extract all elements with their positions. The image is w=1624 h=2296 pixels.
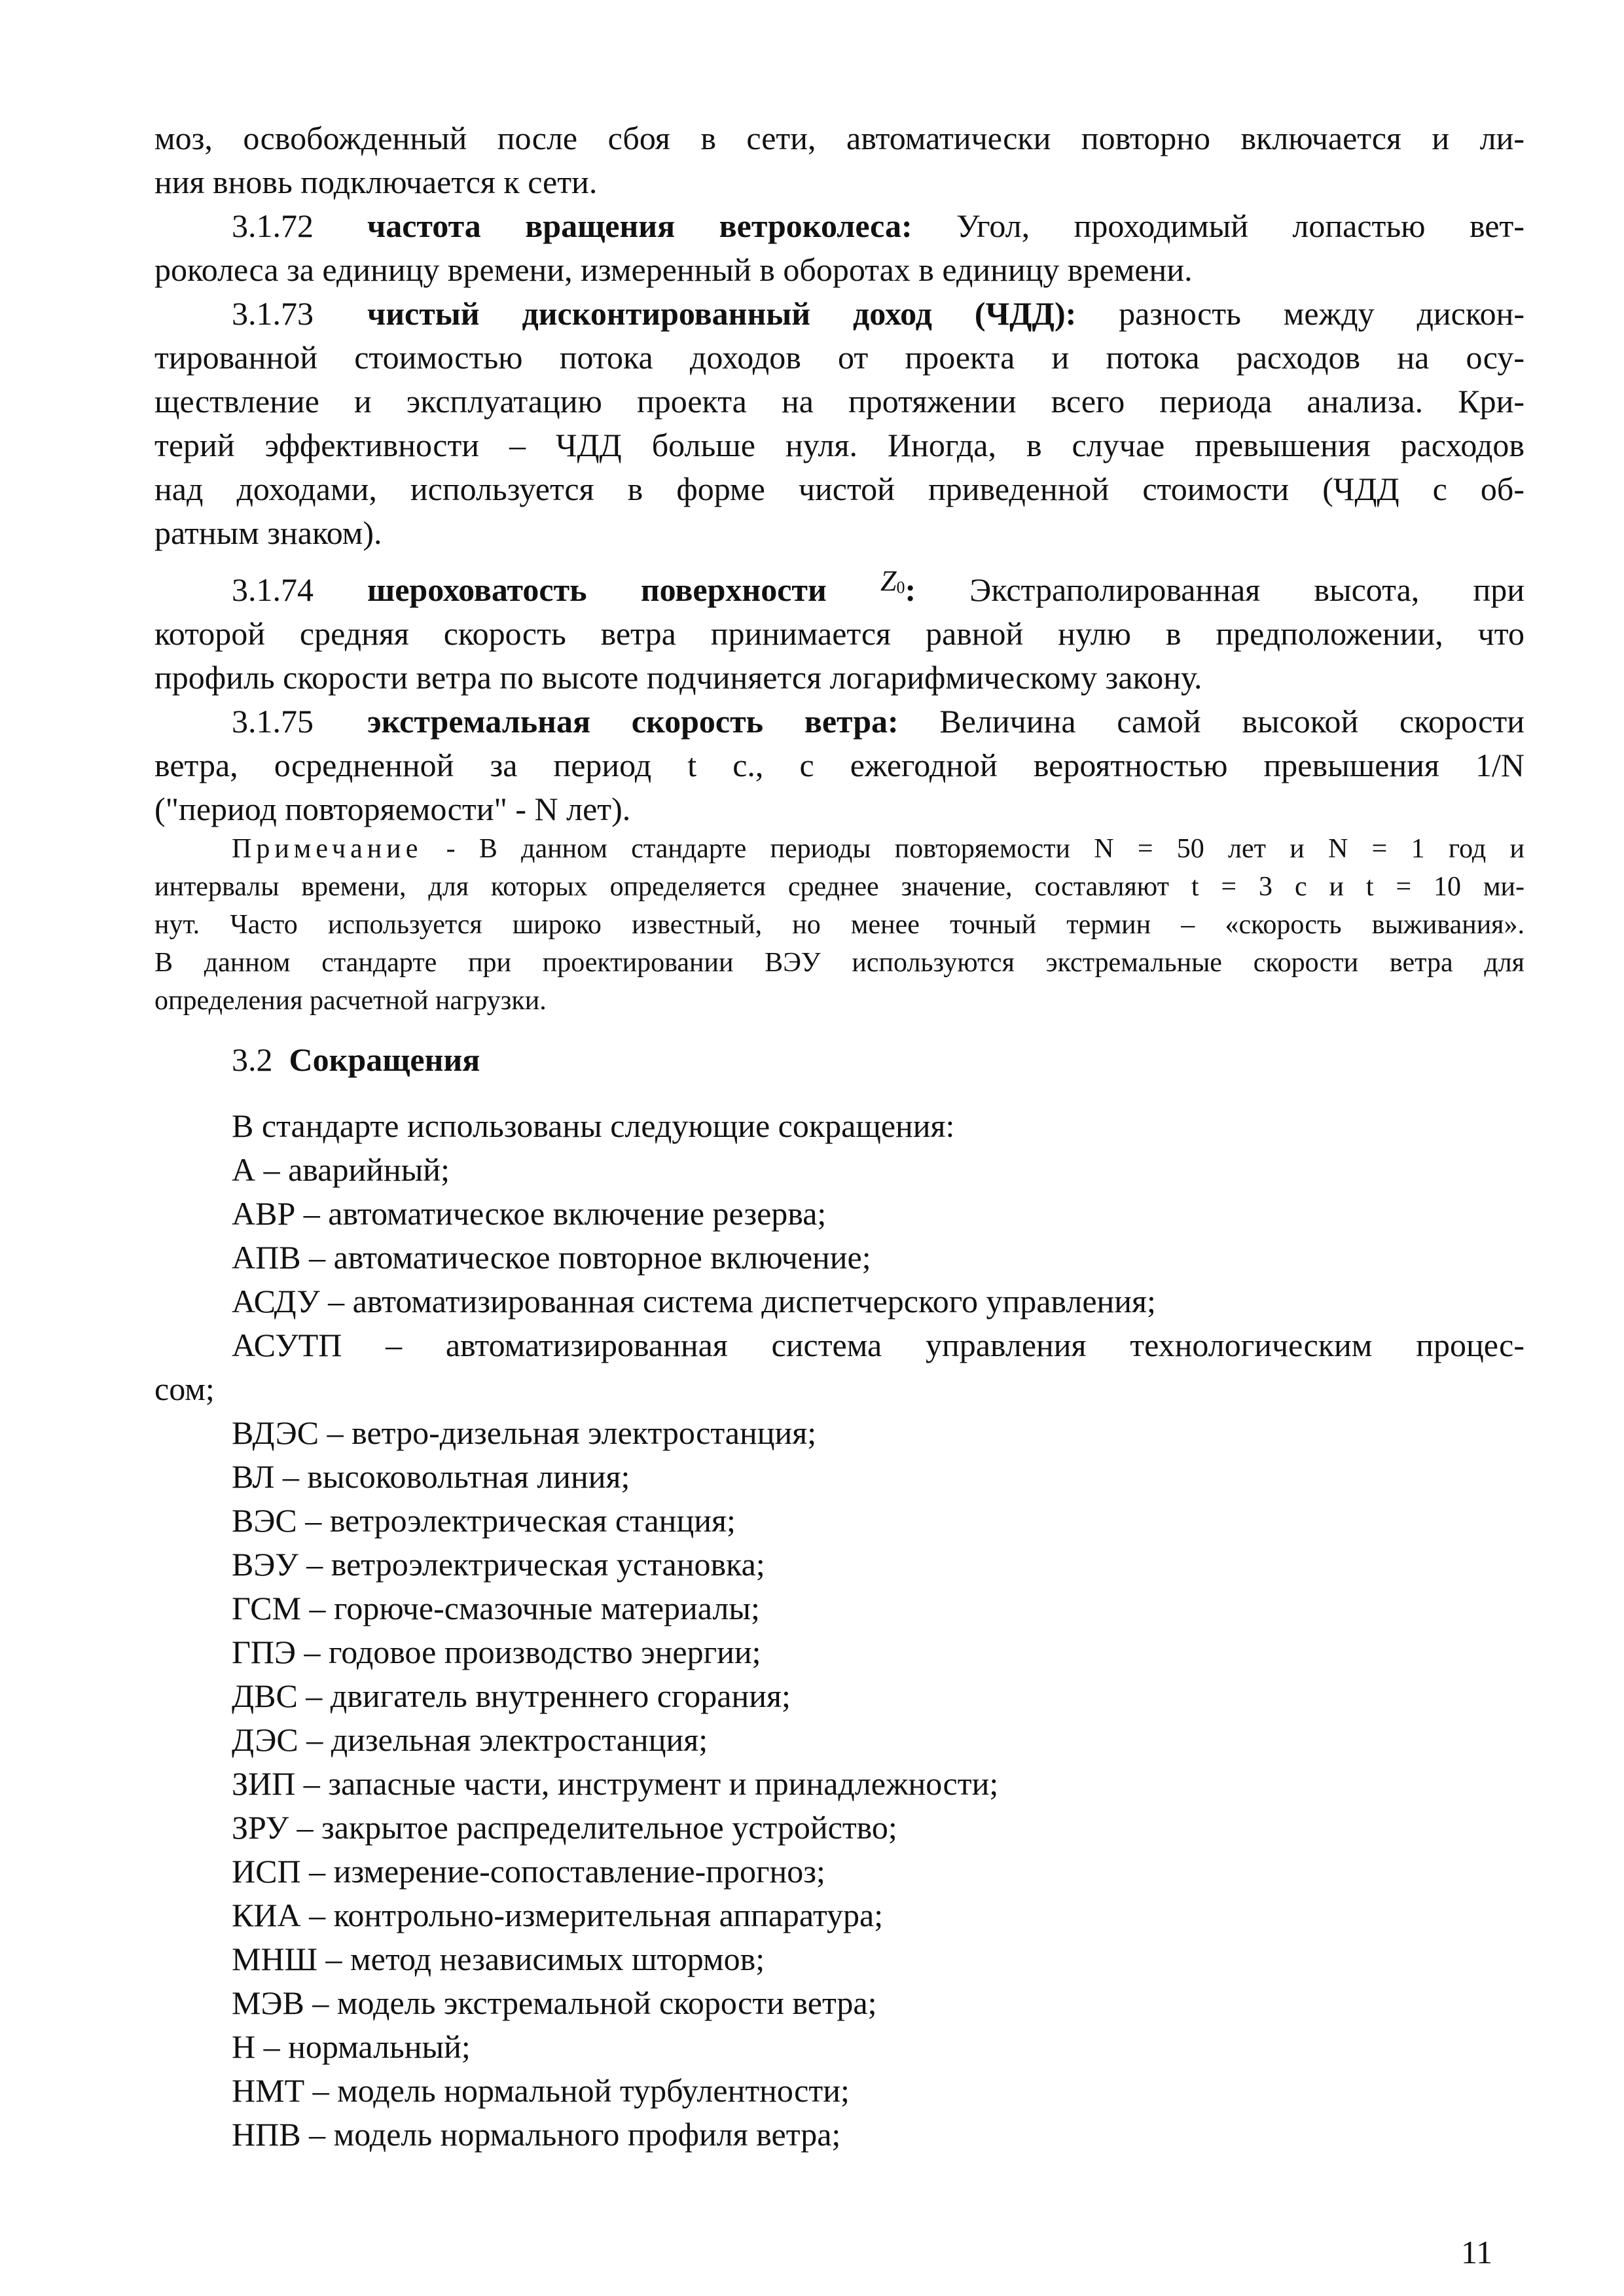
- abbreviation-item: ДВС – двигатель внутреннего сгорания;: [232, 1677, 791, 1714]
- abbreviation-item: АСУТП – автоматизированная система управления технологическим процес-: [232, 1327, 1525, 1363]
- abbreviation-item: Н – нормальный;: [232, 2028, 471, 2065]
- note-label: Примечание: [232, 834, 423, 864]
- abbreviation-item: НМТ – модель нормальной турбулентности;: [232, 2072, 850, 2109]
- abbreviation-item: ЗИП – запасные части, инструмент и принадлежности;: [232, 1765, 999, 1802]
- abbreviation-item: АВР – автоматическое включение резерва;: [232, 1195, 827, 1232]
- abbreviation-item: ЗРУ – закрытое распределительное устройство;: [232, 1809, 897, 1846]
- term-3-1-73-line: ществление и эксплуатацию проекта на протяжении всего периода анализа. Кри-: [154, 383, 1525, 420]
- abbreviation-item: АПВ – автоматическое повторное включение;: [232, 1239, 871, 1276]
- note-first-line: [154, 830, 1525, 868]
- section-heading: [232, 1038, 480, 1082]
- section-number: 3.2: [232, 1041, 273, 1078]
- term-3-1-73-first-line: [154, 292, 1525, 336]
- term-3-1-72-first-line: [154, 204, 1525, 248]
- abbreviation-item: А – аварийный;: [232, 1151, 450, 1188]
- term-number: 3.1.73: [232, 295, 314, 332]
- abbreviation-item: ГПЭ – годовое производство энергии;: [232, 1634, 761, 1670]
- term-3-1-73-line: тированной стоимостью потока доходов от проекта и потока расходов на осу-: [154, 339, 1525, 376]
- abbreviation-item: ИСП – измерение-сопоставление-прогноз;: [232, 1853, 825, 1890]
- roughness-symbol: [880, 565, 905, 597]
- term-3-1-73-line: терий эффективности – ЧДД больше нуля. Иногда, в случае превышения расходов: [154, 427, 1525, 463]
- term-3-1-75-first-line: [154, 700, 1525, 744]
- symbol-subscript: 0: [896, 578, 905, 597]
- abbreviation-item: МЭВ – модель экстремальной скорости ветра;: [232, 1984, 877, 2021]
- intro-line-1: моз, освобожденный после сбоя в сети, автоматически повторно включается и ли-: [154, 120, 1525, 156]
- term-3-1-75-line: ветра, осредненной за период t с., с ежегодной вероятностью превышения 1/N: [154, 747, 1525, 783]
- abbreviations-intro: В стандарте использованы следующие сокращения:: [232, 1107, 955, 1144]
- abbreviation-item: ГСМ – горюче-смазочные материалы;: [232, 1590, 760, 1626]
- term-definition-start: Угол, проходимый лопастью вет-: [912, 207, 1525, 244]
- abbreviation-item: ДЭС – дизельная электростанция;: [232, 1721, 708, 1758]
- abbreviation-item: ВДЭС – ветро-дизельная электростанция;: [232, 1414, 817, 1451]
- term-definition-start: разность между дискон-: [1076, 295, 1525, 332]
- term-definition-start: Величина самой высокой скорости: [898, 703, 1525, 740]
- abbreviation-item: ВЭУ – ветроэлектрическая установка;: [232, 1546, 765, 1583]
- note-text-start: - В данном стандарте периоды повторяемости N = 50 лет и N = 1 год и: [422, 834, 1525, 864]
- term-3-1-74-line: которой средняя скорость ветра принимается равной нулю в предположении, что: [154, 615, 1525, 652]
- section-title: Сокращения: [289, 1041, 480, 1078]
- term-number: 3.1.74: [232, 571, 314, 608]
- abbreviation-item-continued: сом;: [154, 1371, 215, 1407]
- note-line: определения расчетной нагрузки.: [154, 986, 547, 1016]
- note-line: интервалы времени, для которых определяется среднее значение, составляют t = 3 с и t = 10 ми-: [154, 872, 1525, 902]
- intro-line-2: ния вновь подключается к сети.: [154, 164, 598, 200]
- note-line: нут. Часто используется широко известный, но менее точный термин – «скорость выживания».: [154, 910, 1525, 940]
- abbreviation-item: КИА – контрольно-измерительная аппаратура;: [232, 1897, 884, 1933]
- term-3-1-72-line: роколеса за единицу времени, измеренный в оборотах в единицу времени.: [154, 251, 1193, 288]
- term-number: 3.1.72: [232, 207, 314, 244]
- term-3-1-74-first-line: [154, 565, 1525, 617]
- term-title: частота вращения ветроколеса:: [367, 207, 912, 244]
- abbreviation-item: МНШ – метод независимых штормов;: [232, 1941, 765, 1977]
- term-title: чистый дисконтированный доход (ЧДД):: [367, 295, 1077, 332]
- abbreviation-item: ВЭС – ветроэлектрическая станция;: [232, 1502, 736, 1539]
- abbreviation-item: АСДУ – автоматизированная система диспетчерского управления;: [232, 1283, 1156, 1319]
- term-definition-start: Экстраполированная высота, при: [916, 571, 1525, 608]
- term-title: шероховатость поверхности: [367, 571, 827, 608]
- abbreviation-item: НПВ – модель нормального профиля ветра;: [232, 2116, 841, 2153]
- term-3-1-74-line: профиль скорости ветра по высоте подчиняется логарифмическому закону.: [154, 659, 1202, 696]
- symbol-z: Z: [880, 565, 897, 597]
- page-number: 11: [1461, 2234, 1493, 2270]
- term-3-1-75-line: ("период повторяемости" - N лет).: [154, 791, 631, 827]
- term-title: экстремальная скорость ветра:: [367, 703, 899, 740]
- term-number: 3.1.75: [232, 703, 314, 740]
- abbreviation-item: ВЛ – высоковольтная линия;: [232, 1458, 630, 1495]
- term-3-1-73-line: над доходами, используется в форме чистой приведенной стоимости (ЧДД с об-: [154, 471, 1525, 507]
- term-3-1-73-line: ратным знаком).: [154, 514, 382, 551]
- term-colon: :: [905, 571, 916, 608]
- note-line: В данном стандарте при проектировании ВЭУ используются экстремальные скорости ветра для: [154, 948, 1525, 978]
